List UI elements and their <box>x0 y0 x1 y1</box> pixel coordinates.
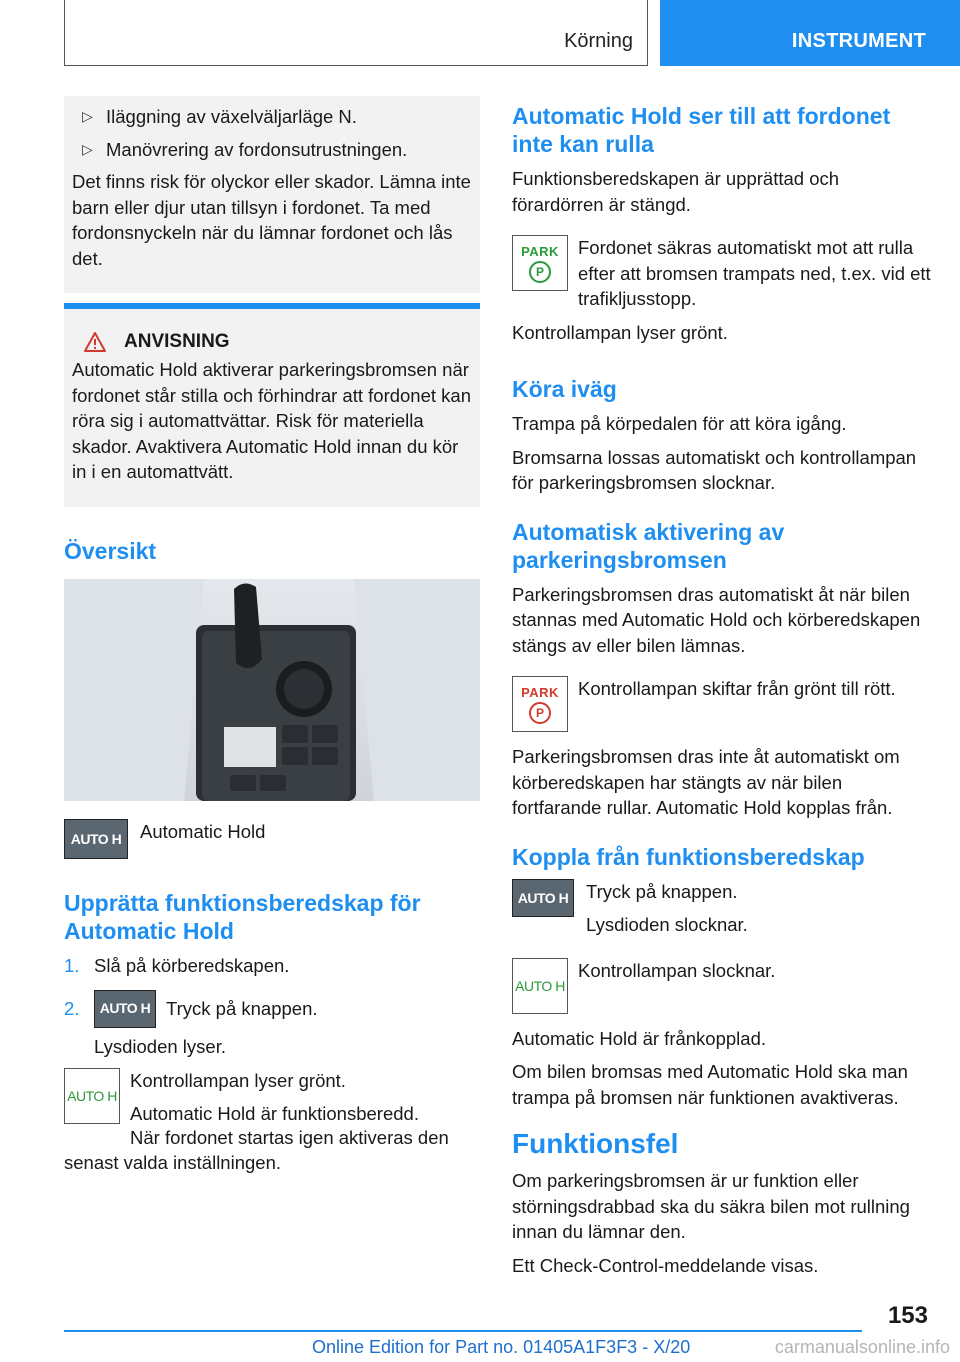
footer-divider <box>64 1330 862 1332</box>
header-chapter-label: INSTRUMENT <box>791 30 926 52</box>
park-indicator-red-icon: PARK P <box>512 676 568 732</box>
ready-text: Automatic Hold är funktionsberedd. <box>130 1103 419 1124</box>
fault-heading: Funktionsfel <box>512 1128 679 1159</box>
setup-heading: Upprätta funktionsberedskap för Automatic Hold <box>64 889 421 944</box>
led-on-text: Lysdioden lyser. <box>94 1036 226 1057</box>
off-p1: Automatic Hold är frånkopplad. <box>512 1027 766 1049</box>
header-chapter-tab <box>660 0 960 66</box>
park-green-row <box>512 235 932 312</box>
auto-p1: Parkeringsbromsen dras automatiskt åt när bilen stannas med Automatic Hold och körberedskapen stängs av eller bilen lämnas. <box>512 583 921 656</box>
risk-item: ▷ Iläggning av växelväljarläge N. <box>72 104 472 130</box>
off-press-row <box>512 879 932 938</box>
triangle-bullet-icon: ▷ <box>82 108 93 124</box>
watermark-text: carmanualsonline.info <box>774 1337 950 1357</box>
auto-hold-caption: Automatic Hold <box>140 820 266 842</box>
off-press-text: Tryck på knappen. <box>586 880 738 902</box>
drive-p2: Bromsarna lossas automatiskt och kontrollampan för parkeringsbromsen slocknar. <box>512 446 917 493</box>
notice-text: Automatic Hold aktiverar parkeringsbromsen när fordonet står stilla och förhindrar att fordonet kan röra sig i automattvättar. Risk för materiella skador. Avaktivera Automatic Hold innan du kör in i en automattvätt. <box>72 359 471 482</box>
header-section-label: Körning <box>564 30 633 52</box>
triangle-bullet-icon: ▷ <box>82 140 93 157</box>
auto-heading: Automatisk aktivering av parkeringsbromsen <box>512 518 785 573</box>
risk-box <box>64 96 480 293</box>
auto-hold-button-icon: AUTO H <box>64 819 128 859</box>
setup-step: 2. AUTO H Tryck på knappen. <box>64 990 480 1028</box>
led-off-text: Lysdioden slocknar. <box>586 914 748 935</box>
auto-hold-button-row <box>64 819 480 859</box>
risk-text: Det finns risk för olyckor eller skador. Lämna inte barn eller djur utan tillsyn i fordonet. Ta med fordonsnyckeln när du lämnar fordonet och lås det. <box>72 171 471 269</box>
left-column <box>64 96 480 1176</box>
notice-title: ANVISNING <box>72 331 472 353</box>
edition-text: Online Edition for Part no. 01405A1F3F3 - X/20 <box>312 1337 691 1357</box>
drive-heading: Köra iväg <box>512 376 617 402</box>
setup-step: 1. Slå på körberedskapen. <box>64 954 290 976</box>
lamp-green-text: Kontrollampan lyser grönt. <box>130 1069 346 1091</box>
auto-hold-indicator-green-icon: AUTO H <box>512 958 568 1014</box>
fault-p2: Ett Check-Control-meddelande visas. <box>512 1254 819 1276</box>
off-lamp-text: Kontrollampan slocknar. <box>578 959 776 981</box>
page-number: 153 <box>887 1302 928 1329</box>
notice-box <box>64 303 480 507</box>
off-heading: Koppla från funktionsberedskap <box>512 843 865 870</box>
hold-lamp-text: Kontrollampan lyser grönt. <box>512 321 728 343</box>
auto-lamp-text: Kontrollampan skiftar från grönt till rött. <box>578 678 896 699</box>
overview-heading: Översikt <box>64 537 157 564</box>
header-section-tab <box>64 0 648 66</box>
risk-item: ▷ Manövrering av fordonsutrustningen. <box>72 137 472 163</box>
lamp-green-row <box>64 1068 480 1127</box>
hold-heading: Automatic Hold ser till att fordonet inte kan rulla <box>512 103 891 157</box>
auto-hold-indicator-green-icon: AUTO H <box>64 1068 120 1124</box>
auto-hold-button-icon: AUTO H <box>512 879 574 917</box>
park-indicator-green-icon: PARK P <box>512 235 568 291</box>
off-lamp-row <box>512 958 932 1014</box>
center-console-illustration <box>64 579 480 801</box>
warning-triangle-icon <box>84 332 106 352</box>
park-text: Fordonet säkras automatiskt mot att rulla efter att bromsen trampats ned, t.ex. vid ett trafikljusstopp. <box>578 237 931 309</box>
restart-text: När fordonet startas igen aktiveras den senast valda inställningen. <box>64 1126 449 1173</box>
auto-hold-button-icon: AUTO H <box>94 990 156 1028</box>
auto-p2: Parkeringsbromsen dras inte åt automatiskt om körberedskapen har stängts av när bilen fortfarande rullar. Automatic Hold kopplas från. <box>512 746 900 818</box>
hold-intro: Funktionsberedskapen är upprättad och förardörren är stängd. <box>512 168 840 215</box>
off-p2: Om bilen bromsas med Automatic Hold ska man trampa på bromsen när funktionen avaktiveras. <box>512 1061 908 1108</box>
park-red-row <box>512 676 932 732</box>
fault-p1: Om parkeringsbromsen är ur funktion eller störningsdrabbad ska du säkra bilen mot rullning innan du lämnar den. <box>512 1170 910 1242</box>
right-column <box>512 96 932 1278</box>
center-console-photo <box>64 579 480 801</box>
drive-p1: Trampa på körpedalen för att köra igång. <box>512 413 847 434</box>
